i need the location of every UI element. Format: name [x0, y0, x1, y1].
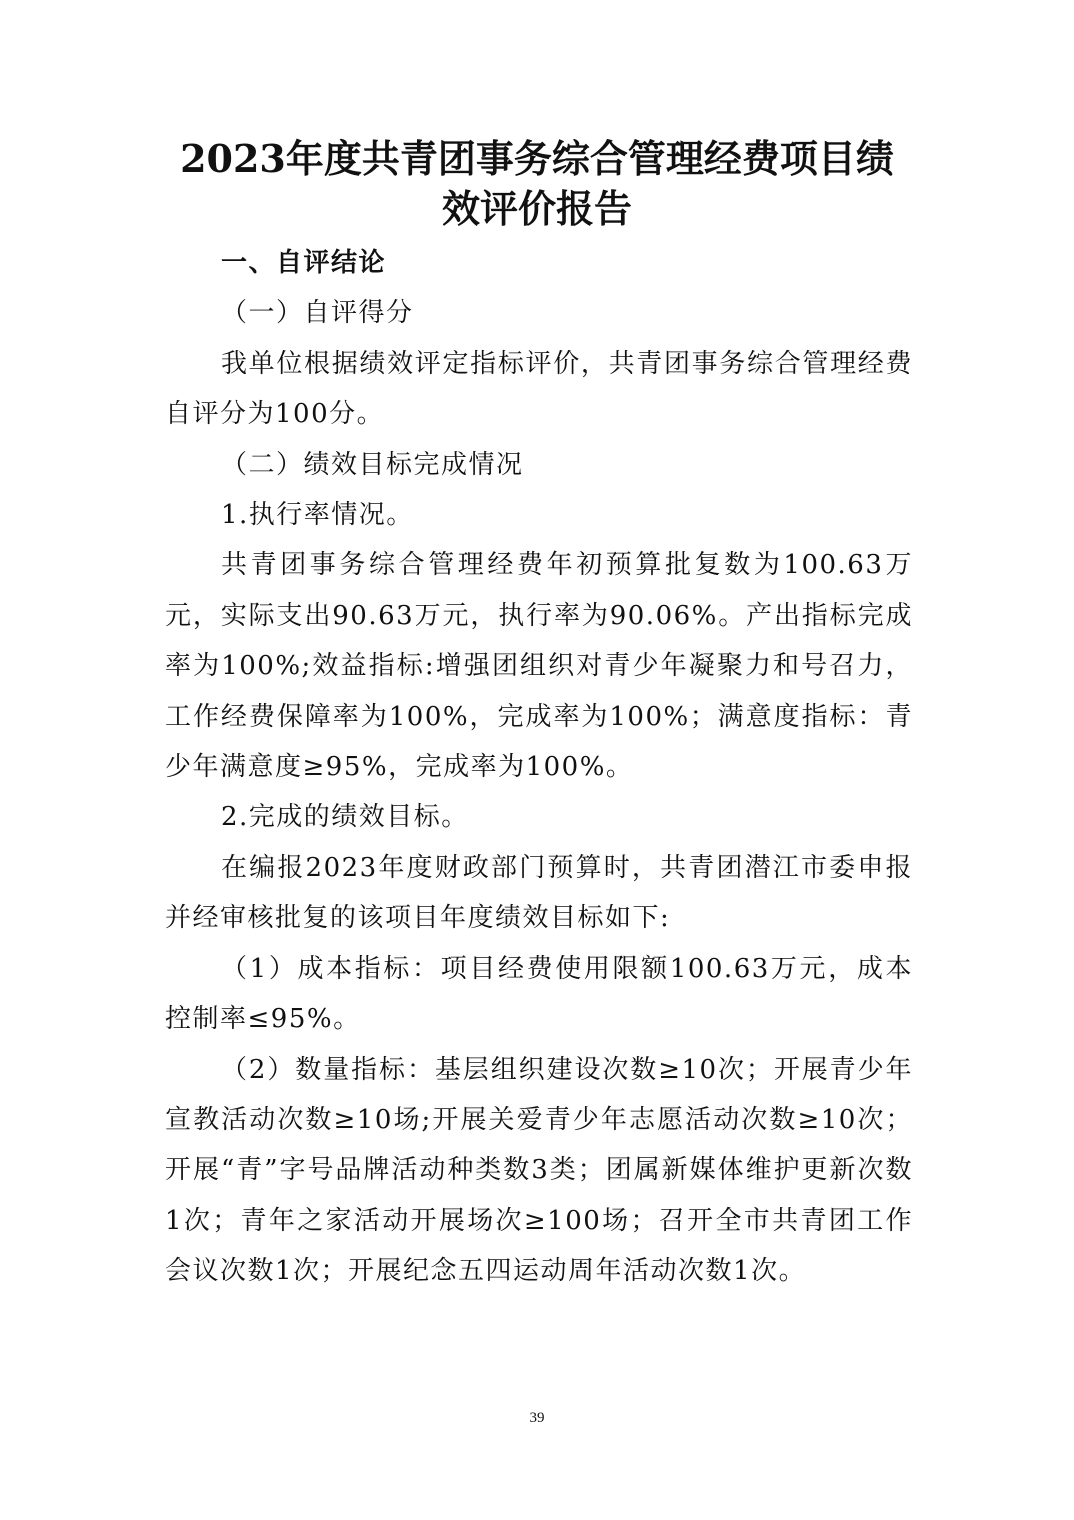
section-heading-self-evaluation: 一、自评结论: [221, 248, 387, 278]
item-heading-execution-rate: 1.执行率情况。: [221, 500, 414, 531]
document-title: [150, 134, 924, 234]
paragraph-score: 我单位根据绩效评定指标评价，共青团事务综合管理经费自评分为100分。: [165, 348, 913, 430]
page-number: 39: [529, 1410, 545, 1426]
subsection-heading-score: （一）自评得分: [221, 298, 414, 329]
item-heading-completed-goals: 2.完成的绩效目标。: [221, 802, 469, 833]
document-body: [165, 238, 913, 1297]
title-line-2: 效评价报告: [441, 186, 632, 231]
paragraph-quantity-indicator: （2）数量指标：基层组织建设次数≥10次；开展青少年宣教活动次数≥10场;开展关爱青少年志愿活动次数≥10次；开展“青”字号品牌活动种类数3类；团属新媒体维护更新次数1次；青年之家活动开展场次≥100场；召开全市共青团工作会议次数1次；开展纪念五四运动周年活动次数1次。: [165, 1054, 913, 1287]
paragraph-execution-rate: 共青团事务综合管理经费年初预算批复数为100.63万元，实际支出90.63万元，执行率为90.06%。产出指标完成率为100%;效益指标:增强团组织对青少年凝聚力和号召力，工作经费保障率为100%，完成率为100%；满意度指标：青少年满意度≥95%，完成率为100%。: [165, 550, 913, 783]
subsection-heading-goals: （二）绩效目标完成情况: [221, 449, 524, 480]
paragraph-cost-indicator: （1）成本指标：项目经费使用限额100.63万元，成本控制率≤95%。: [165, 953, 913, 1035]
title-line-1: 2023年度共青团事务综合管理经费项目绩: [180, 136, 894, 181]
paragraph-budget-goals: 在编报2023年度财政部门预算时，共青团潜江市委申报并经审核批复的该项目年度绩效目标如下:: [165, 852, 913, 934]
